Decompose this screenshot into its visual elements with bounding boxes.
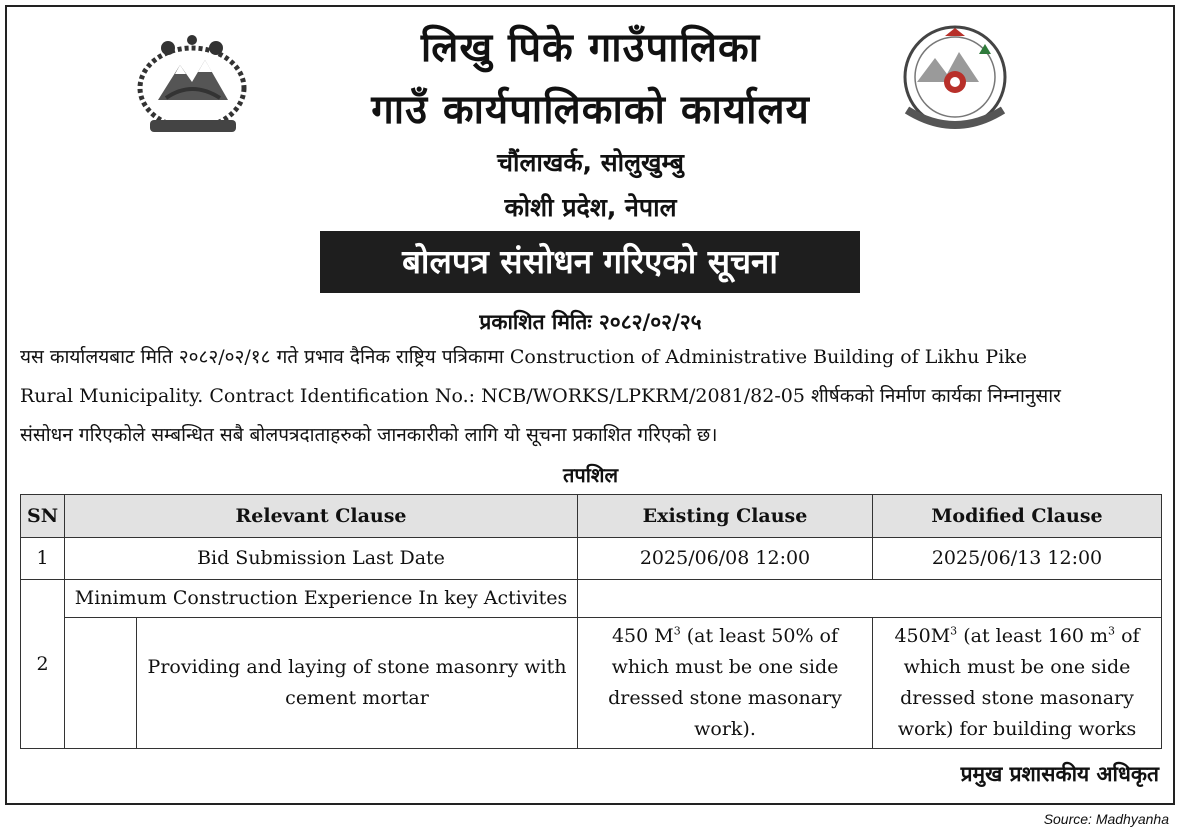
row2-modified-b: (at least 160 m (957, 625, 1109, 647)
table-row (21, 580, 1162, 618)
row2-modified-a: 450M (894, 625, 951, 647)
row1-existing-clause: 2025/06/08 12:00 (578, 538, 873, 580)
header-existing-clause: Existing Clause (578, 495, 873, 538)
row2-existing-a: 450 M (611, 625, 674, 647)
row1-sn: 1 (21, 538, 65, 580)
province-country: कोशी प्रदेश, नेपाल (504, 193, 677, 222)
row2-relevant-clause: Providing and laying of stone masonry with cement mortar (137, 618, 578, 749)
row2-group-label: Minimum Construction Experience In key Activites (65, 580, 578, 618)
body-line-2: Rural Municipality. Contract Identification No.: NCB/WORKS/LPKRM/2081/82-05 शीर्षकको निर्माण कार्यका निम्नानुसार (20, 385, 1061, 407)
row2-modified-sup: 3 (950, 624, 958, 638)
row2-group-empty (578, 580, 1162, 618)
notice-title-banner: बोलपत्र संसोधन गरिएको सूचना (320, 231, 860, 293)
row2-modified-clause (873, 618, 1162, 749)
row2-existing-clause (578, 618, 873, 749)
header-relevant-clause: Relevant Clause (65, 495, 578, 538)
body-line-1: यस कार्यालयबाट मिति २०८२/०२/१८ गते प्रभाव दैनिक राष्ट्रिय पत्रिकामा Construction of Administrative Building of Likhu Pike (20, 346, 1028, 368)
signature-title: प्रमुख प्रशासकीय अधिकृत (960, 762, 1159, 786)
row2-sn: 2 (21, 580, 65, 749)
municipality-name: लिखु पिके गाउँपालिका (420, 25, 761, 71)
row2-existing-sup: 3 (673, 624, 681, 638)
table-row (21, 618, 1162, 749)
published-date: प्रकाशित मितिः २०८२/०२/२५ (479, 310, 702, 334)
row1-relevant-clause: Bid Submission Last Date (65, 538, 578, 580)
table-header-row (21, 495, 1162, 538)
row2-modified-sup2: 3 (1108, 624, 1116, 638)
table-row (21, 538, 1162, 580)
header-modified-clause: Modified Clause (873, 495, 1162, 538)
row2-existing-b: (at least 50% of which must be one side dressed stone masonary work). (608, 625, 842, 740)
source-credit: Source: Madhyanha (1043, 811, 1169, 827)
row1-modified-clause: 2025/06/13 12:00 (873, 538, 1162, 580)
header-sn: SN (21, 495, 65, 538)
office-address: चौंलाखर्क, सोलुखुम्बु (497, 148, 684, 177)
row2-sub-empty (65, 618, 137, 749)
clauses-table (20, 494, 1162, 749)
body-line-3: संसोधन गरिएकोले सम्बन्धित सबै बोलपत्रदाताहरुको जानकारीको लागि यो सूचना प्रकाशित गरिएको छ। (20, 424, 718, 446)
office-name: गाउँ कार्यपालिकाको कार्यालय (371, 87, 810, 133)
schedule-heading: तपशिल (562, 463, 619, 487)
row2-modified-c: of which must be one side dressed stone masonary work) for building works (897, 625, 1140, 740)
